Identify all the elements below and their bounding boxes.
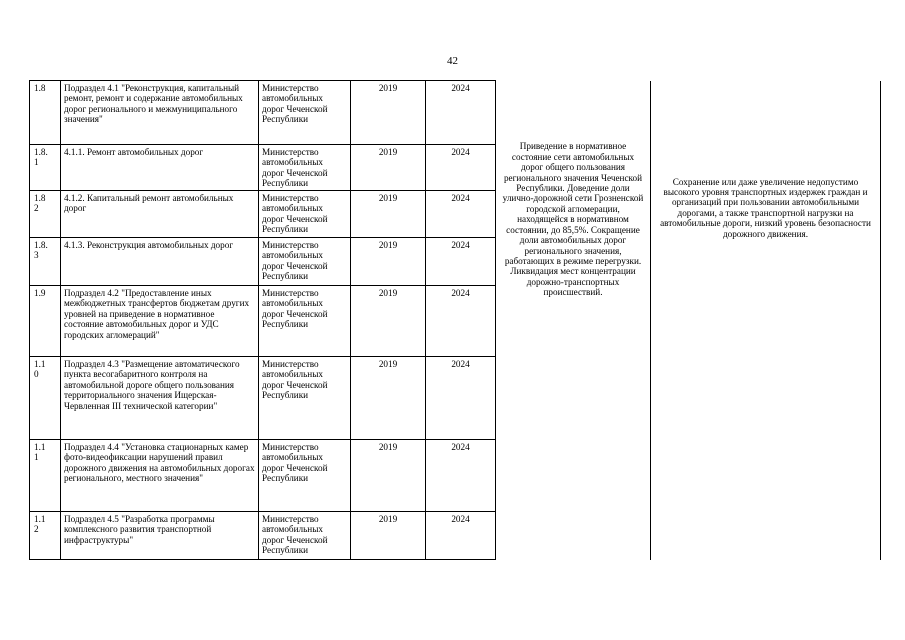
activity-name: Подраздел 4.5 "Разработка программы комплексного развития транспортной инфраструктуры" [61, 512, 259, 560]
activity-name: 4.1.2. Капитальный ремонт автомобильных дорог [61, 191, 259, 238]
end-year: 2024 [426, 512, 496, 560]
start-year: 2019 [351, 512, 426, 560]
activity-name: 4.1.1. Ремонт автомобильных дорог [61, 145, 259, 191]
executor: Министерство автомобильных дорог Чеченской Республики [259, 286, 351, 357]
end-year: 2024 [426, 440, 496, 512]
end-year: 2024 [426, 81, 496, 145]
start-year: 2019 [351, 357, 426, 440]
end-year: 2024 [426, 145, 496, 191]
start-year: 2019 [351, 81, 426, 145]
start-year: 2019 [351, 440, 426, 512]
table-row [30, 81, 881, 145]
row-number: 1.1 0 [30, 357, 61, 440]
row-number: 1.8 2 [30, 191, 61, 238]
executor: Министерство автомобильных дорог Чеченской Республики [259, 440, 351, 512]
end-year: 2024 [426, 357, 496, 440]
row-number: 1.8. 1 [30, 145, 61, 191]
expected-result [496, 81, 651, 357]
start-year: 2019 [351, 145, 426, 191]
expected-result-text: Приведение в нормативное состояние сети автомобильных дорог общего пользования регионального значения Чеченской Республики. Доведение доли улично-дорожной сети Грозненской городской агломерации, находящейся в нормативном состоянии, до 85,5%. Сокращение доли автомобильных дорог регионального значения, работающих в режиме перегрузки. Ликвидация мест концентрации дорожно-транспортных происшествий. [502, 141, 644, 298]
end-year: 2024 [426, 238, 496, 286]
activity-name: Подраздел 4.3 "Размещение автоматического пункта весогабаритного контроля на автомобильной дороге общего пользования территориального значения Ищерская-Червленная III технической категории" [61, 357, 259, 440]
row-number: 1.8. 3 [30, 238, 61, 286]
start-year: 2019 [351, 191, 426, 238]
row-number: 1.1 2 [30, 512, 61, 560]
consequences-text: Сохранение или даже увеличение недопустимо высокого уровня транспортных издержек граждан и организаций при пользовании автомобильными дорогами, а также транспортной нагрузки на автомобильные дороги, низкий уровень безопасности дорожного движения. [660, 176, 871, 239]
start-year: 2019 [351, 286, 426, 357]
program-activities-table [29, 80, 881, 560]
start-year: 2019 [351, 238, 426, 286]
consequences [651, 81, 881, 560]
end-year: 2024 [426, 191, 496, 238]
executor: Министерство автомобильных дорог Чеченской Республики [259, 81, 351, 145]
activity-name: Подраздел 4.4 "Установка стационарных камер фото-видеофиксации нарушений правил дорожного движения на автомобильных дорогах регионального, местного значения" [61, 440, 259, 512]
executor: Министерство автомобильных дорог Чеченской Республики [259, 238, 351, 286]
executor: Министерство автомобильных дорог Чеченской Республики [259, 357, 351, 440]
executor: Министерство автомобильных дорог Чеченской Республики [259, 512, 351, 560]
empty-cell [496, 357, 651, 560]
end-year: 2024 [426, 286, 496, 357]
activity-name: 4.1.3. Реконструкция автомобильных дорог [61, 238, 259, 286]
row-number: 1.9 [30, 286, 61, 357]
executor: Министерство автомобильных дорог Чеченской Республики [259, 145, 351, 191]
activity-name: Подраздел 4.2 "Предоставление иных межбюджетных трансфертов бюджетам других уровней на приведение в нормативное состояние автомобильных дорог и УДС городских агломераций" [61, 286, 259, 357]
row-number: 1.8 [30, 81, 61, 145]
row-number: 1.1 1 [30, 440, 61, 512]
executor: Министерство автомобильных дорог Чеченской Республики [259, 191, 351, 238]
activity-name: Подраздел 4.1 "Реконструкция, капитальный ремонт, ремонт и содержание автомобильных дорог регионального и межмуниципального значения" [61, 81, 259, 145]
page-number: 42 [447, 55, 458, 67]
